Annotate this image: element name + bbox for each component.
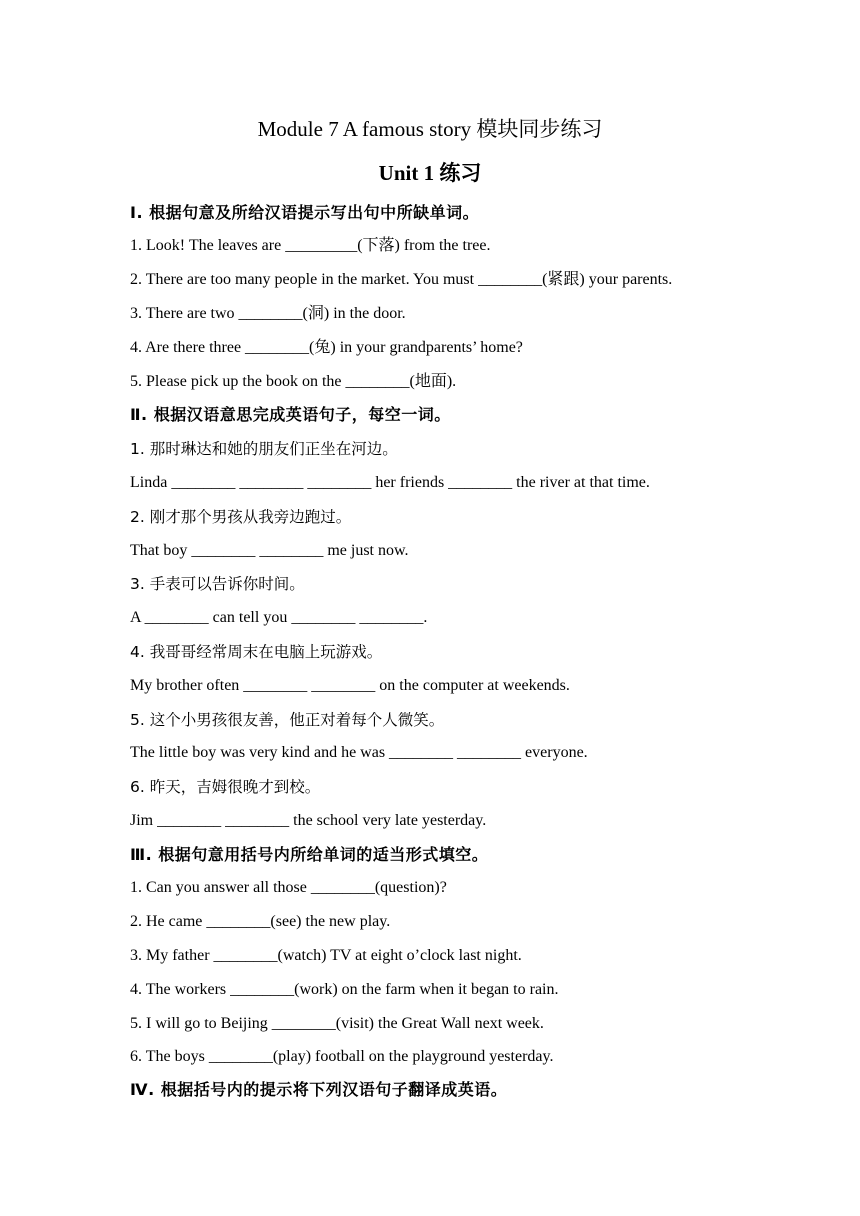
- section-3-item-5: 5. I will go to Beijing ________(visit) the Great Wall next week.: [130, 1015, 544, 1032]
- section-3-item-6: 6. The boys ________(play) football on the playground yesterday.: [130, 1048, 554, 1065]
- section-2-item-3-chinese: 3. 手表可以告诉你时间。: [130, 575, 305, 593]
- section-3-item-1: 1. Can you answer all those ________(question)?: [130, 879, 447, 896]
- section-1-heading: Ⅰ. 根据句意及所给汉语提示写出句中所缺单词。: [130, 203, 480, 222]
- section-2-item-4-english: My brother often ________ ________ on the computer at weekends.: [130, 677, 570, 694]
- section-2-item-6-english: Jim ________ ________ the school very late yesterday.: [130, 812, 487, 829]
- section-1-item-2: 2. There are too many people in the market. You must ________(紧跟) your parents.: [130, 271, 673, 288]
- section-2-item-1-english: Linda ________ ________ ________ her friends ________ the river at that time.: [130, 474, 650, 491]
- unit-title: Unit 1 练习: [378, 161, 482, 185]
- section-3-item-3: 3. My father ________(watch) TV at eight o’clock last night.: [130, 947, 522, 964]
- section-3-heading: Ⅲ. 根据句意用括号内所给单词的适当形式填空。: [130, 845, 489, 864]
- section-3-item-2: 2. He came ________(see) the new play.: [130, 913, 391, 930]
- section-2-item-2-english: That boy ________ ________ me just now.: [130, 542, 409, 559]
- section-3-item-4: 4. The workers ________(work) on the farm when it began to rain.: [130, 981, 559, 998]
- section-1-item-3: 3. There are two ________(洞) in the door.: [130, 305, 406, 322]
- section-2-heading: Ⅱ. 根据汉语意思完成英语句子，每空一词。: [130, 405, 451, 424]
- section-2-item-1-chinese: 1. 那时琳达和她的朋友们正坐在河边。: [130, 440, 398, 458]
- module-title: Module 7 A famous story 模块同步练习: [257, 117, 603, 141]
- section-2-item-5-english: The little boy was very kind and he was ________ ________ everyone.: [130, 744, 588, 761]
- section-2-item-5-chinese: 5. 这个小男孩很友善，他正对着每个人微笑。: [130, 711, 445, 729]
- section-2-item-3-english: A ________ can tell you ________ ________.: [130, 609, 428, 626]
- section-2-item-2-chinese: 2. 刚才那个男孩从我旁边跑过。: [130, 508, 352, 526]
- section-1-item-1: 1. Look! The leaves are _________(下落) from the tree.: [130, 237, 491, 254]
- section-4-heading: Ⅳ. 根据括号内的提示将下列汉语句子翻译成英语。: [130, 1080, 508, 1099]
- section-2-item-4-chinese: 4. 我哥哥经常周末在电脑上玩游戏。: [130, 643, 383, 661]
- section-2-item-6-chinese: 6. 昨天，吉姆很晚才到校。: [130, 778, 321, 796]
- section-1-item-4: 4. Are there three ________(兔) in your grandparents’ home?: [130, 339, 523, 356]
- section-1-item-5: 5. Please pick up the book on the ________(地面).: [130, 373, 457, 390]
